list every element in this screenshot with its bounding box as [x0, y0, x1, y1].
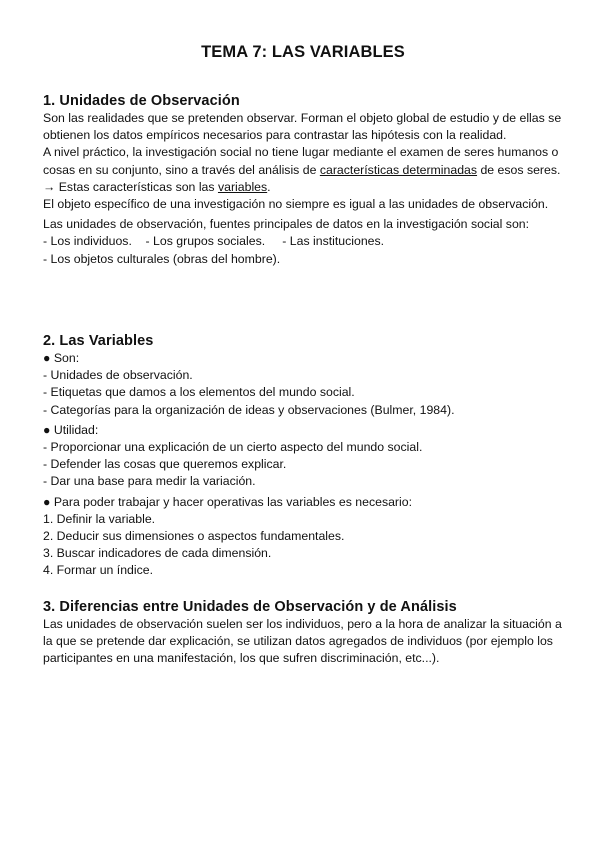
- list-item: 4. Formar un índice.: [43, 563, 154, 578]
- list-item: - Los grupos sociales.: [145, 234, 266, 249]
- list-item: - Unidades de observación.: [43, 368, 193, 383]
- paragraph: Son las realidades que se pretenden observar. Forman el objeto global de estudio y de ellas se obtienen los datos empíricos necesarios para contrastar las hipótesis con la realidad.: [43, 111, 562, 143]
- list-item: 2. Deducir sus dimensiones o aspectos fundamentales.: [43, 529, 345, 544]
- section-unidades-observacion: [43, 92, 563, 268]
- bullet-title: ● Son:: [43, 351, 80, 365]
- section-heading: 1. Unidades de Observación: [43, 93, 240, 109]
- bullet-title: ● Para poder trabajar y hacer operativas las variables es necesario:: [43, 494, 413, 509]
- paragraph: Las unidades de observación suelen ser los individuos, pero a la hora de analizar la situación a la que se pretende dar explicación, se utilizan datos agregados de individuos (por ejemplo los participantes en una manifestación, los que sufren discriminación, etc...).: [43, 617, 562, 666]
- underlined-text: variables: [217, 179, 268, 194]
- text-run: .: [267, 179, 271, 194]
- list-item: - Etiquetas que damos a los elementos del mundo social.: [43, 385, 355, 400]
- section-heading: 3. Diferencias entre Unidades de Observación y de Análisis: [43, 599, 457, 615]
- list-item: 1. Definir la variable.: [43, 511, 156, 526]
- list-item: - Categorías para la organización de ideas y observaciones (Bulmer, 1984).: [43, 402, 455, 417]
- list-item: - Los individuos.: [43, 234, 132, 249]
- list-item: - Los objetos culturales (obras del hombre).: [43, 251, 281, 266]
- section-las-variables: [43, 332, 563, 580]
- text-run: de esos seres. → Estas características son las: [43, 162, 561, 194]
- list-item: - Dar una base para medir la variación.: [43, 474, 256, 489]
- list-item: - Las instituciones.: [282, 234, 385, 249]
- section-heading: 2. Las Variables: [43, 333, 154, 349]
- page-title: TEMA 7: LAS VARIABLES: [201, 43, 405, 61]
- paragraph: [43, 144, 563, 196]
- bullet-title: ● Utilidad:: [43, 422, 99, 437]
- paragraph: Las unidades de observación, fuentes principales de datos en la investigación social son:: [43, 217, 530, 232]
- section-diferencias: [43, 598, 563, 668]
- text-run: A nivel práctico, la investigación social no tiene lugar mediante el examen de seres humanos o cosas en su conjunto, sino a través del análisis de: [43, 145, 559, 177]
- underlined-text: características determinadas: [319, 162, 478, 177]
- list-item: - Proporcionar una explicación de un cierto aspecto del mundo social.: [43, 440, 423, 455]
- list-item: - Defender las cosas que queremos explicar.: [43, 457, 287, 472]
- paragraph: El objeto específico de una investigación no siempre es igual a las unidades de observación.: [43, 197, 549, 212]
- list-item: 3. Buscar indicadores de cada dimensión.: [43, 546, 272, 561]
- inline-list: [43, 233, 563, 250]
